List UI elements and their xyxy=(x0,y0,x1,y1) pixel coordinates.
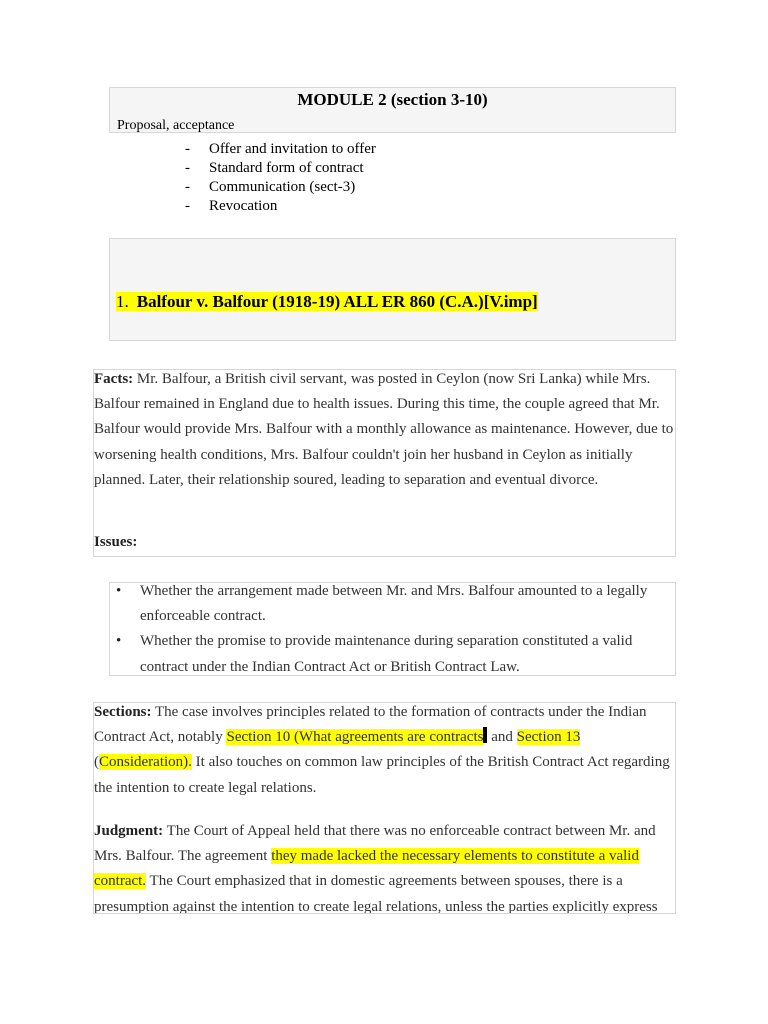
highlight-consideration: Consideration). xyxy=(99,754,192,771)
topic-item xyxy=(185,197,376,216)
facts-paragraph xyxy=(94,367,677,493)
highlight-judgment: they made lacked the necessary elements to constitute a valid contract. xyxy=(94,848,639,890)
topic-label: Offer and invitation to offer xyxy=(209,141,376,157)
text-cursor xyxy=(483,727,487,743)
sections-label: Sections: xyxy=(94,704,152,720)
case-number: 1. xyxy=(116,292,129,311)
sections-text: The case involves principles related to the formation of contracts under the Indian Contract Act, notably xyxy=(94,704,647,746)
issues-label: Issues: xyxy=(94,534,138,550)
topic-label: Revocation xyxy=(209,198,278,214)
topic-label: Communication (sect-3) xyxy=(209,179,356,195)
topic-list xyxy=(185,140,376,216)
topic-item xyxy=(185,159,376,178)
issues-section xyxy=(109,582,676,676)
judgment-text: The Court of Appeal held that there was no enforceable contract between Mr. and Mrs. Balfour. The agreement xyxy=(94,823,656,865)
case-heading-box xyxy=(109,238,676,341)
dash-bullet: - xyxy=(185,160,190,176)
facts-section xyxy=(93,369,676,557)
sections-paragraph xyxy=(94,702,676,801)
dash-bullet: - xyxy=(185,198,190,214)
issues-list xyxy=(110,579,670,680)
facts-text: Mr. Balfour, a British civil servant, was posted in Ceylon (now Sri Lanka) while Mrs. Balfour remained in England due to health issues. During this time, the couple agreed that Mr. Balfour would provide Mrs. Balfour with a monthly allowance as maintenance. However, due to worsening health conditions, Mrs. Balfour couldn't join her husband in Ceylon as initially planned. Later, their relationship soured, leading to separation and eventual divorce. xyxy=(94,371,674,488)
highlight-section-10: Section 10 (What agreements are contracts xyxy=(226,729,484,746)
judgment-paragraph xyxy=(94,819,676,914)
sections-judgment-section xyxy=(93,702,676,914)
dash-bullet: - xyxy=(185,141,190,157)
case-title xyxy=(116,291,538,313)
sections-text: It also touches on common law principles of the British Contract Act regarding the intention to create legal relations. xyxy=(94,754,670,796)
topic-item xyxy=(185,178,376,197)
module-subtitle: Proposal, acceptance xyxy=(117,118,235,133)
issue-item: • Whether the promise to provide maintenance during separation constituted a valid contract under the Indian Contract Act or British Contract Law. xyxy=(110,629,670,679)
sections-text: ( xyxy=(94,754,99,771)
topic-label: Standard form of contract xyxy=(209,160,364,176)
judgment-text: The Court emphasized that in domestic agreements between spouses, there is a presumption against the intention to create legal relations, unless the parties explicitly express xyxy=(94,873,658,914)
issue-item: • Whether the arrangement made between Mr. and Mrs. Balfour amounted to a legally enforceable contract. xyxy=(110,579,670,629)
dash-bullet: - xyxy=(185,179,190,195)
judgment-label: Judgment: xyxy=(94,823,164,839)
facts-label: Facts: xyxy=(94,371,134,387)
sections-text: and xyxy=(491,729,513,746)
module-header-box xyxy=(109,87,676,133)
highlight-section-13: Section 13 xyxy=(516,729,581,746)
topic-item xyxy=(185,140,376,159)
case-name: Balfour v. Balfour (1918-19) ALL ER 860 (C.A.)[V.imp] xyxy=(136,292,538,311)
module-title: MODULE 2 (section 3-10) xyxy=(297,90,488,109)
